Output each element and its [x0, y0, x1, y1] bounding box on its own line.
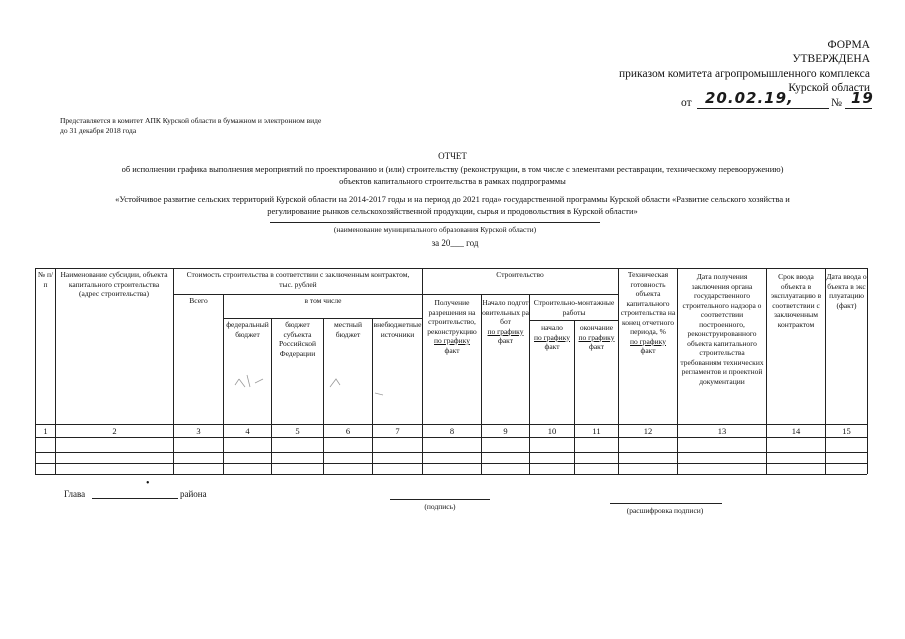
order-text: приказом комитета агропромышленного комплекса	[618, 68, 870, 80]
submission-deadline: до 31 декабря 2018 года	[60, 126, 137, 135]
form-label: ФОРМА	[827, 39, 870, 51]
col-tech-fact: факт	[640, 346, 656, 355]
number-underline	[845, 108, 872, 109]
signature-line	[390, 499, 490, 500]
col-number-2: 2	[112, 426, 117, 436]
col-permit-title: Получение разрешения на строительство, реконструкцию	[427, 298, 477, 336]
col-local-header: местный бюджет	[334, 320, 362, 339]
municipality-line	[270, 222, 600, 223]
decode-caption: (расшифровка подписи)	[626, 506, 704, 515]
col-number-12: 12	[643, 426, 653, 436]
col-num-header: № п/п	[37, 270, 54, 289]
municipality-caption: (наименование муниципального образования Курской области)	[333, 225, 537, 234]
col-permit-plan: по графику	[434, 336, 470, 345]
col-number-7: 7	[395, 426, 400, 436]
report-subject-2: объектов капитального строительства в рамках подпрограммы	[339, 176, 566, 186]
col-tech-title: Техническая готовность объекта капитального строительства на конец отчетного периода, %	[620, 270, 676, 336]
number-label: №	[831, 97, 842, 109]
col-start-plan: по графику	[534, 332, 570, 342]
year-line: за 20___ год	[431, 238, 479, 248]
dot-mark: •	[146, 478, 150, 489]
col-date-header: Дата ввода объекта в эксплуатацию (факт)	[826, 272, 867, 310]
col-end-fact: факт	[588, 342, 604, 351]
col-permit-fact: факт	[444, 345, 460, 355]
col-number-14: 14	[791, 426, 801, 436]
handwritten-number: 19	[851, 89, 874, 107]
col-number-6: 6	[345, 426, 351, 436]
region-text: Курской области	[788, 82, 870, 94]
col-start-title: начало	[541, 323, 563, 332]
col-total-header: Всего	[189, 296, 208, 305]
col-number-9: 9	[503, 426, 508, 436]
col-fed-header: федеральный бюджет	[226, 320, 269, 339]
col-start-header	[530, 323, 574, 352]
head-name-line	[92, 498, 178, 499]
submission-note: Представляется в комитет АПК Курской области в бумажном и электронном виде	[60, 116, 322, 125]
col-incl-header: в том числе	[304, 296, 342, 305]
col-number-10: 10	[547, 426, 557, 436]
col-conclusion-header: Дата получения заключения органа государственного строительного надзора о соответствии построенного, реконструированного объекта капитального строительства требованиям технических регламентов и проектной документации	[680, 272, 764, 386]
report-program-2: регулирование рынков сельскохозяйственной продукции, сырья и продовольствия в Курской области»	[267, 206, 638, 216]
col-end-header	[575, 323, 618, 352]
col-cost-header: Стоимость строительства в соответствии с заключенным контрактом, тыс. рублей	[186, 270, 410, 289]
col-prep-plan: по графику	[487, 326, 524, 336]
handwritten-date: 20.02.19,	[705, 89, 794, 107]
pen-marks	[225, 365, 425, 405]
col-construction-header: Строительство	[496, 270, 544, 279]
approved-label: УТВЕРЖДЕНА	[792, 53, 870, 65]
col-number-5: 5	[295, 426, 300, 436]
date-underline	[697, 108, 829, 109]
col-end-plan: по графику	[578, 332, 615, 342]
col-number-8: 8	[449, 426, 455, 436]
col-prep-header	[482, 298, 529, 346]
signature-caption: (подпись)	[424, 502, 456, 511]
date-from-label: от	[681, 97, 692, 109]
report-subject: об исполнении графика выполнения мероприятий по проектированию и (или) строительству (реконструкции, в том числе с элементами реставрации, техническому перевооружению)	[121, 164, 784, 174]
col-extra-header: внебюджетные источники	[373, 320, 422, 339]
col-prep-title: Начало подготовительных работ	[482, 298, 529, 326]
col-start-fact: факт	[544, 342, 560, 351]
col-tech-header	[619, 270, 677, 356]
report-program: «Устойчивое развитие сельских территорий Курской области на 2014-2017 годы и на период до 2021 года» государственной программы Курской области «Развитие сельского хозяйства и	[115, 194, 790, 204]
col-tech-plan: по графику	[630, 336, 666, 346]
col-cmw-header: Строительно-монтажные работы	[533, 298, 615, 317]
col-number-15: 15	[842, 426, 851, 436]
district-label: района	[180, 489, 207, 499]
col-permit-header	[423, 298, 481, 355]
col-name-header: Наименование субсидии, объекта капитального строительства (адрес строительства)	[60, 270, 168, 298]
col-number-13: 13	[717, 426, 727, 436]
col-number-11: 11	[592, 426, 601, 436]
col-number-3: 3	[196, 426, 201, 436]
report-title: ОТЧЕТ	[438, 151, 467, 161]
col-term-header: Срок ввода объекта в эксплуатацию в соответствии с заключенным контрактом	[770, 272, 822, 329]
col-subj-header: бюджет субъекта Российской Федерации	[279, 320, 316, 358]
head-label: Глава	[64, 489, 86, 499]
col-number-4: 4	[245, 426, 250, 436]
col-number-1: 1	[43, 426, 48, 436]
col-prep-fact: факт	[497, 336, 513, 345]
col-end-title: окончание	[579, 323, 614, 332]
decode-line	[610, 503, 722, 504]
